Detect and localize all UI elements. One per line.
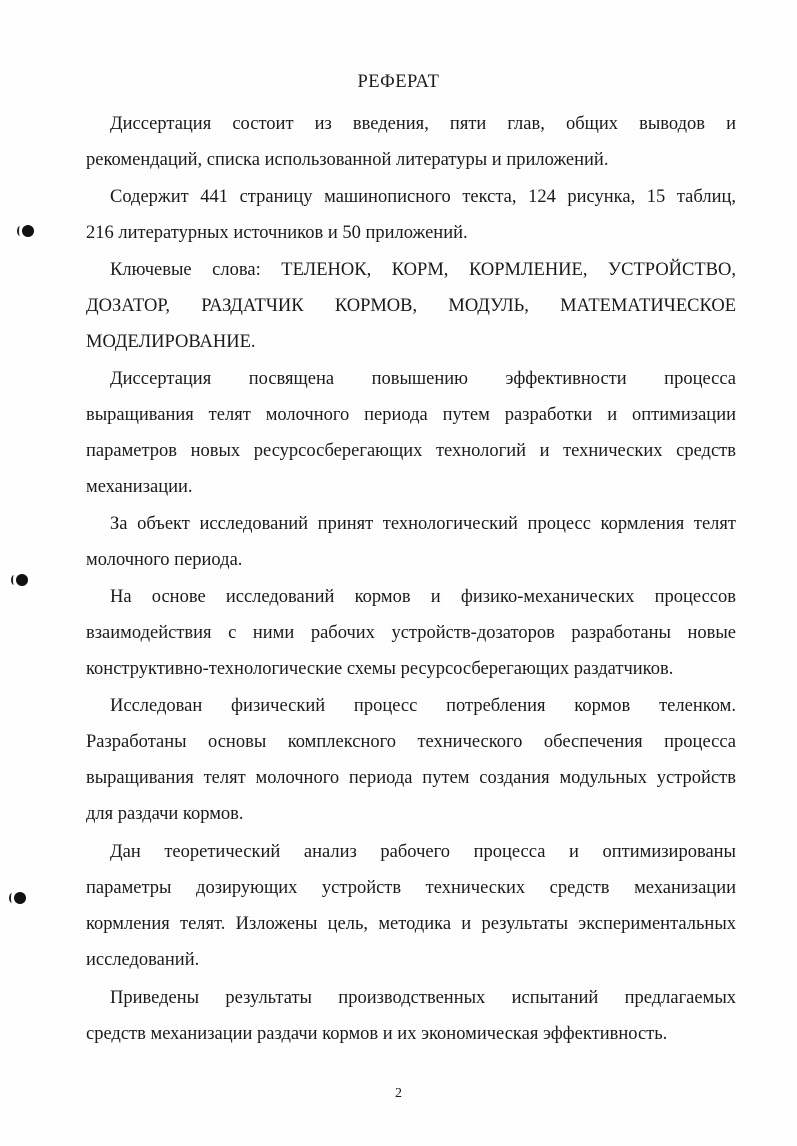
paragraph-line: параметров новых ресурсосберегающих технологий и технических средств xyxy=(86,441,736,461)
paragraph-line: Диссертация посвящена повышению эффективности процесса xyxy=(110,369,736,389)
paragraph-line: Приведены результаты производственных испытаний предлагаемых xyxy=(110,988,736,1008)
paragraph-line: кормления телят. Изложены цель, методика и результаты экспериментальных xyxy=(86,914,736,934)
punch-hole-mark xyxy=(11,575,17,585)
punch-hole-mark xyxy=(16,574,28,586)
paragraph-line: Диссертация состоит из введения, пяти глав, общих выводов и xyxy=(110,114,736,134)
paragraph-line: За объект исследований принят технологический процесс кормления телят xyxy=(110,514,736,534)
punch-hole-mark xyxy=(17,226,23,236)
page-title: РЕФЕРАТ xyxy=(357,72,440,92)
paragraph-line: Исследован физический процесс потребления кормов теленком. xyxy=(110,696,736,716)
paragraph-line: для раздачи кормов. xyxy=(86,804,244,824)
paragraph-line: средств механизации раздачи кормов и их экономическая эффективность. xyxy=(86,1024,668,1044)
punch-hole-mark xyxy=(9,893,15,903)
paragraph-line: механизации. xyxy=(86,477,193,497)
paragraph-line: МОДЕЛИРОВАНИЕ. xyxy=(86,332,256,352)
paragraph-line: Содержит 441 страницу машинописного текста, 124 рисунка, 15 таблиц, xyxy=(110,187,736,207)
paragraph-line: Ключевые слова: ТЕЛЕНОК, КОРМ, КОРМЛЕНИЕ, УСТРОЙСТВО, xyxy=(110,260,736,280)
paragraph-line: выращивания телят молочного периода путем создания модульных устройств xyxy=(86,768,736,788)
paragraph-line: конструктивно-технологические схемы ресурсосберегающих раздатчиков. xyxy=(86,659,674,679)
paragraph-line: молочного периода. xyxy=(86,550,243,570)
paragraph-line: Разработаны основы комплексного технического обеспечения процесса xyxy=(86,732,736,752)
paragraph-line: 216 литературных источников и 50 приложений. xyxy=(86,223,468,243)
paragraph-line: параметры дозирующих устройств технических средств механизации xyxy=(86,878,736,898)
paragraph-line: исследований. xyxy=(86,950,200,970)
page-number: 2 xyxy=(395,1086,402,1101)
paragraph-line: рекомендаций, списка использованной литературы и приложений. xyxy=(86,150,609,170)
paragraph-line: На основе исследований кормов и физико-механических процессов xyxy=(110,587,736,607)
paragraph-line: выращивания телят молочного периода путем разработки и оптимизации xyxy=(86,405,736,425)
punch-hole-mark xyxy=(14,892,26,904)
punch-hole-mark xyxy=(22,225,34,237)
paragraph-line: ДОЗАТОР, РАЗДАТЧИК КОРМОВ, МОДУЛЬ, МАТЕМАТИЧЕСКОЕ xyxy=(86,296,736,316)
paragraph-line: Дан теоретический анализ рабочего процесса и оптимизированы xyxy=(110,842,736,862)
paragraph-line: взаимодействия с ними рабочих устройств-дозаторов разработаны новые xyxy=(86,623,736,643)
